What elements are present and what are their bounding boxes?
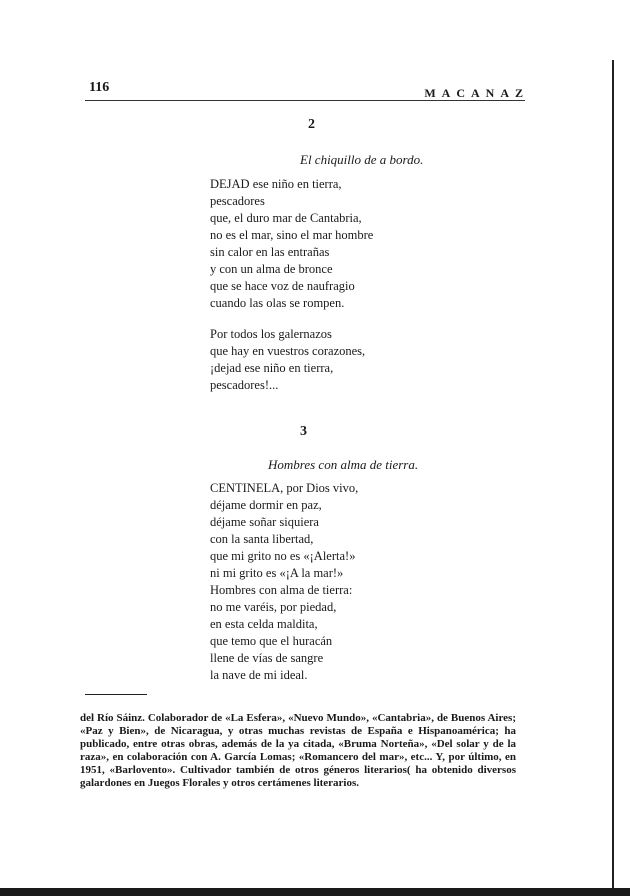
poem-line: ¡dejad ese niño en tierra, [210, 361, 334, 375]
poem-line: la nave de mi ideal. [210, 668, 308, 682]
poem-line: que temo que el huracán [210, 634, 333, 648]
stanza [210, 326, 373, 394]
footnote-rule [85, 694, 147, 695]
footnote-text: del Río Sáinz. Colaborador de «La Esfera», «Nuevo Mundo», «Cantabria», de Buenos Aires; «Paz y Bien», de Nicaragua, y otras muchas revistas de España e Hispanoamérica; ha publicado, entre otras obras, además de la ya citada, «Bruma Norteña», «Del solar y de la raza», en colaboración con A. García Lomas; «Romancero del mar», etc... Y, por último, en 1951, «Barlovento». Cultivador también de otros géneros literarios( ha obtenido diversos galardones en Juegos Florales y otros certámenes literarios. [80, 712, 516, 789]
poem-line: que, el duro mar de Cantabria, [210, 211, 362, 225]
section-3-title: Hombres con alma de tierra. [268, 457, 419, 472]
poem-line: cuando las olas se rompen. [210, 296, 345, 310]
poem-line: no es el mar, sino el mar hombre [210, 228, 374, 242]
poem-line: con la santa libertad, [210, 532, 314, 546]
header-rule [85, 100, 525, 101]
poem-line: llene de vías de sangre [210, 651, 324, 665]
section-2-number: 2 [308, 117, 315, 132]
poem-line: Por todos los galernazos [210, 327, 332, 341]
poem-line: pescadores [210, 194, 265, 208]
poem-line: sin calor en las entrañas [210, 245, 330, 259]
page-number: 116 [89, 80, 110, 95]
poem-line: en esta celda maldita, [210, 617, 318, 631]
page-edge-shadow [612, 60, 614, 896]
poem-line: que se hace voz de naufragio [210, 279, 355, 293]
poem-line: CENTINELA, por Dios vivo, [210, 481, 359, 495]
poem-section-3 [210, 480, 358, 698]
poem-line: déjame dormir en paz, [210, 498, 322, 512]
poem-line: no me varéis, por piedad, [210, 600, 337, 614]
stanza [210, 176, 373, 312]
poem-line: ni mi grito es «¡A la mar!» [210, 566, 344, 580]
section-3-number: 3 [300, 424, 307, 439]
poem-line: pescadores!... [210, 378, 279, 392]
stanza [210, 480, 358, 684]
poem-line: Hombres con alma de tierra: [210, 583, 353, 597]
poem-line: déjame soñar siquiera [210, 515, 319, 529]
section-2-title: El chiquillo de a bordo. [300, 152, 424, 167]
poem-line: DEJAD ese niño en tierra, [210, 177, 342, 191]
poem-line: que hay en vuestros corazones, [210, 344, 366, 358]
poem-line: y con un alma de bronce [210, 262, 333, 276]
page-bottom-edge [0, 888, 630, 896]
poem-section-2 [210, 176, 373, 408]
poem-line: que mi grito no es «¡Alerta!» [210, 549, 356, 563]
running-head: MACANAZ [424, 86, 529, 100]
